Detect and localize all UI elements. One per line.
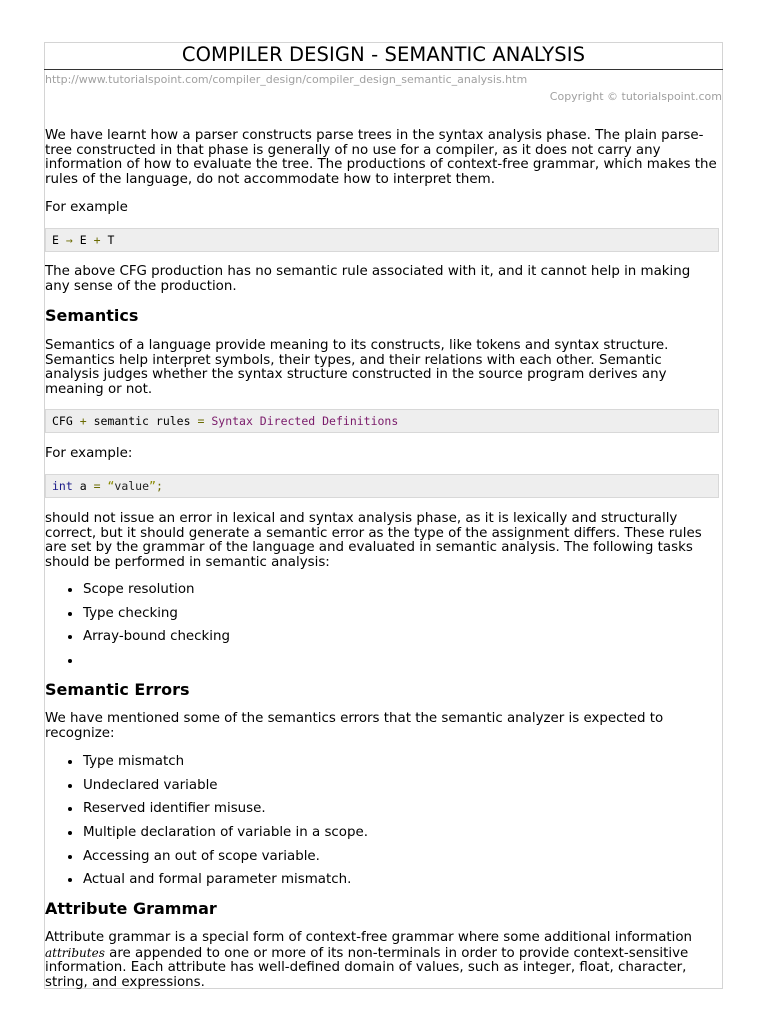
semantic-tasks-paragraph: should not issue an error in lexical and syntax analysis phase, as it is lexically and structurally correct, but it should generate a semantic error as the type of the assignment differs. These rules are set by the grammar of the language and evaluated in semantic analysis. The following tasks should be performed in semantic analysis: bbox=[45, 511, 702, 570]
semantic-tasks-list bbox=[62, 582, 230, 677]
list-item: Scope resolution bbox=[62, 582, 230, 606]
code-block-production bbox=[45, 228, 719, 252]
semantic-errors-paragraph: We have mentioned some of the semantics errors that the semantic analyzer is expected to recognize: bbox=[45, 711, 664, 741]
attribute-grammar-heading: Attribute Grammar bbox=[45, 899, 217, 918]
code-block-assignment bbox=[45, 474, 719, 498]
semantics-paragraph: Semantics of a language provide meaning to its constructs, like tokens and syntax structure. Semantics help interpret symbols, their types, and their relations with each other. Semantic analysis judges whether the syntax structure constructed in the source program derives any meaning or not. bbox=[45, 338, 669, 397]
attribute-text-end: are appended to one or more of its non-terminals in order to provide context-sensitive information. Each attribute has well-defined domain of values, such as integer, float, character, string, and expressions. bbox=[45, 945, 689, 990]
code-equals: = bbox=[197, 414, 205, 428]
list-item: Array-bound checking bbox=[62, 629, 230, 653]
code-string: value bbox=[114, 479, 150, 493]
list-item: Multiple declaration of variable in a scope. bbox=[62, 825, 368, 849]
intro-paragraph: We have learnt how a parser constructs parse trees in the syntax analysis phase. The plain parse-tree constructed in that phase is generally of no use for a compiler, as it does not carry any information of how to evaluate the tree. The productions of context-free grammar, which makes the rules of the language, do not accommodate how to interpret them. bbox=[45, 128, 717, 187]
list-item: Type mismatch bbox=[62, 754, 368, 778]
code-token: semantic rules bbox=[93, 414, 191, 428]
cfg-explanation-paragraph: The above CFG production has no semantic rule associated with it, and it cannot help in making any sense of the production. bbox=[45, 264, 691, 294]
attributes-term: attributes bbox=[45, 945, 105, 960]
list-item bbox=[62, 653, 230, 677]
page-title: COMPILER DESIGN - SEMANTIC ANALYSIS bbox=[44, 42, 723, 70]
list-item: Actual and formal parameter mismatch. bbox=[62, 872, 368, 896]
list-item: Reserved identifier misuse. bbox=[62, 801, 368, 825]
list-item: Accessing an out of scope variable. bbox=[62, 849, 368, 873]
code-variable: a bbox=[79, 479, 87, 493]
code-arrow: → bbox=[65, 233, 73, 247]
code-plus: + bbox=[79, 414, 87, 428]
code-block-sdd bbox=[45, 409, 719, 433]
code-token: Syntax Directed Definitions bbox=[211, 414, 399, 428]
for-example-label-2: For example: bbox=[45, 446, 133, 461]
code-semicolon: ; bbox=[155, 479, 163, 493]
semantic-errors-heading: Semantic Errors bbox=[45, 680, 190, 699]
list-item: Type checking bbox=[62, 606, 230, 630]
for-example-label: For example bbox=[45, 200, 128, 215]
code-token: T bbox=[107, 233, 115, 247]
code-quote-close: ” bbox=[149, 479, 156, 493]
code-plus: + bbox=[93, 233, 101, 247]
semantics-heading: Semantics bbox=[45, 306, 139, 325]
code-quote-open: “ bbox=[107, 479, 115, 493]
code-keyword: int bbox=[52, 479, 73, 493]
semantic-errors-list bbox=[62, 754, 368, 896]
code-token: CFG bbox=[52, 414, 73, 428]
code-token: E bbox=[79, 233, 87, 247]
source-url-link[interactable]: http://www.tutorialspoint.com/compiler_design/compiler_design_semantic_analysis.htm bbox=[45, 73, 528, 86]
code-token: E bbox=[52, 233, 59, 247]
copyright-notice: Copyright © tutorialspoint.com bbox=[549, 90, 722, 103]
code-equals: = bbox=[93, 479, 101, 493]
list-item: Undeclared variable bbox=[62, 778, 368, 802]
attribute-grammar-paragraph bbox=[45, 931, 719, 990]
attribute-text-start: Attribute grammar is a special form of context-free grammar where some additional information bbox=[45, 930, 693, 945]
